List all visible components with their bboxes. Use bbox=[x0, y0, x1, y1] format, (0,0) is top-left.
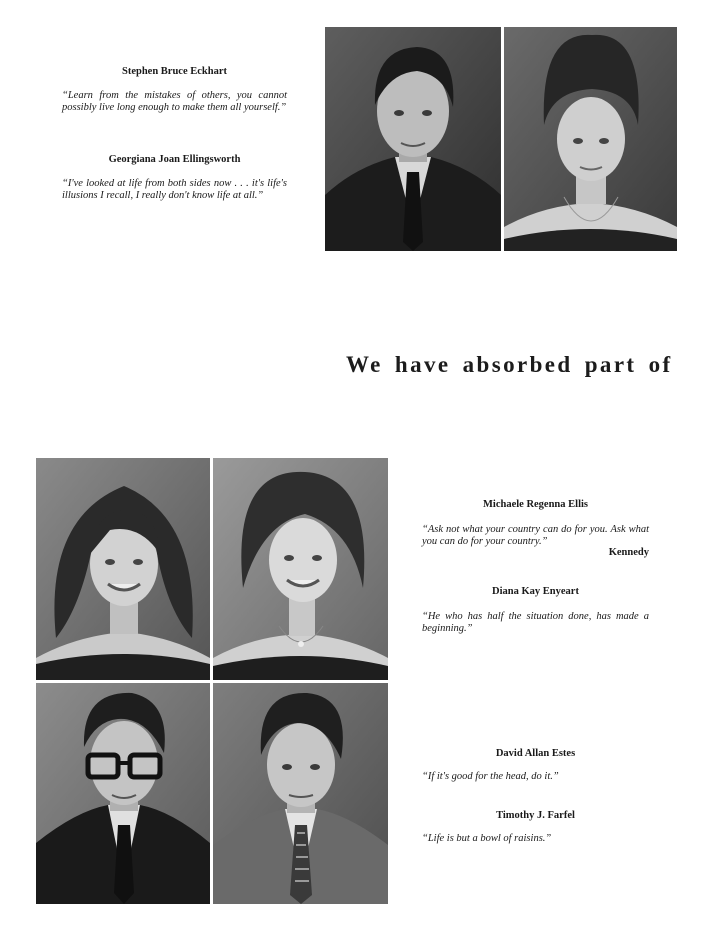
portrait-photo-michaele-ellis bbox=[36, 458, 210, 680]
senior-quote: “I've looked at life from both sides now . . . it's life's illusions I recall, I really don't know life at all.” bbox=[62, 178, 287, 201]
portrait-photo-stephen-eckhart bbox=[325, 27, 501, 251]
entry-david-estes bbox=[422, 748, 649, 783]
portrait-photo-timothy-farfel bbox=[213, 683, 388, 904]
entry-diana-enyeart bbox=[422, 586, 649, 634]
entry-michaele-ellis bbox=[422, 499, 649, 558]
student-name: Georgiana Joan Ellingsworth bbox=[108, 154, 241, 165]
senior-quote: “Ask not what your country can do for you. Ask what you can do for your country.” bbox=[422, 524, 649, 547]
entry-stephen-eckhart bbox=[62, 66, 287, 113]
senior-quote: “If it's good for the head, do it.” bbox=[422, 771, 559, 782]
page-headline: We have absorbed part of bbox=[346, 352, 673, 377]
student-name: Stephen Bruce Eckhart bbox=[122, 66, 227, 77]
portrait-photo-david-estes bbox=[36, 683, 210, 904]
senior-quote: “He who has half the situation done, has made a beginning.” bbox=[422, 611, 649, 634]
student-name: Timothy J. Farfel bbox=[496, 810, 575, 821]
entry-georgiana-ellingsworth bbox=[62, 154, 287, 201]
senior-quote: “Learn from the mistakes of others, you cannot possibly live long enough to make them all yourself.” bbox=[62, 90, 287, 113]
student-name: Michaele Regenna Ellis bbox=[483, 499, 588, 510]
student-name: David Allan Estes bbox=[495, 748, 576, 759]
student-name: Diana Kay Enyeart bbox=[492, 586, 579, 597]
portrait-photo-georgiana-ellingsworth bbox=[504, 27, 677, 251]
quote-attribution: Kennedy bbox=[608, 547, 649, 558]
senior-quote: “Life is but a bowl of raisins.” bbox=[422, 833, 552, 844]
portrait-photo-diana-enyeart bbox=[213, 458, 388, 680]
entry-timothy-farfel bbox=[422, 810, 649, 845]
